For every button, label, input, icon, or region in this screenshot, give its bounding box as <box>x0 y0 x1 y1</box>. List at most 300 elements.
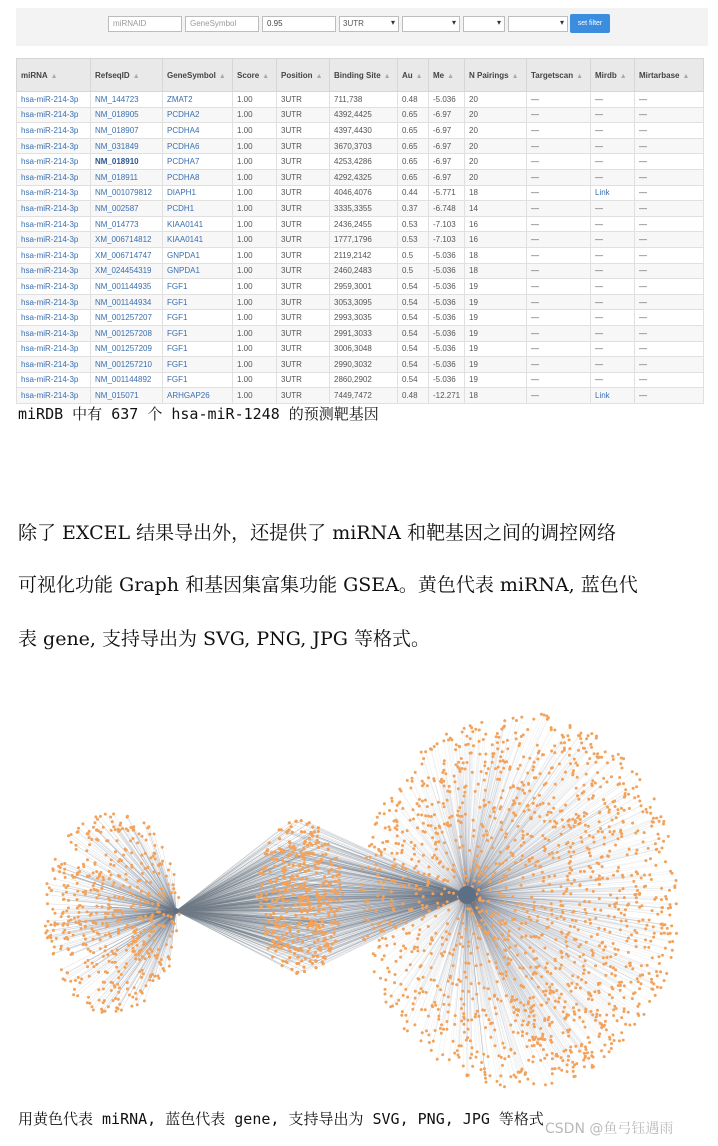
column-header[interactable] <box>163 59 233 92</box>
graph-node <box>314 951 317 954</box>
graph-node <box>435 832 438 835</box>
table-row <box>17 263 704 279</box>
graph-node <box>316 890 319 893</box>
graph-node <box>606 956 609 959</box>
graph-node <box>335 857 338 860</box>
table-cell[interactable]: FGF1 <box>163 310 233 326</box>
table-cell: — <box>635 388 704 404</box>
table-cell: 3UTR <box>277 310 330 326</box>
graph-node <box>375 854 378 857</box>
graph-node <box>330 921 333 924</box>
graph-node <box>125 878 128 881</box>
graph-node <box>111 981 114 984</box>
mirna-id-input[interactable]: miRNAID <box>108 16 182 32</box>
graph-node <box>124 848 127 851</box>
graph-node <box>141 854 144 857</box>
graph-node <box>170 946 173 949</box>
graph-node <box>173 873 176 876</box>
graph-node <box>522 834 525 837</box>
score-input[interactable]: 0.95 <box>262 16 336 32</box>
table-cell: — <box>635 279 704 295</box>
graph-node <box>113 881 116 884</box>
table-cell[interactable]: NM_001257208 <box>91 325 163 341</box>
chevron-down-icon: ▾ <box>496 18 501 27</box>
table-row <box>17 294 704 310</box>
table-cell[interactable]: NM_001144892 <box>91 372 163 388</box>
graph-node <box>414 990 417 993</box>
graph-node <box>506 739 509 742</box>
table-cell[interactable]: Link <box>591 185 635 201</box>
graph-node <box>466 1019 469 1022</box>
graph-node <box>281 933 284 936</box>
table-cell[interactable]: FGF1 <box>163 357 233 373</box>
column-header[interactable] <box>429 59 465 92</box>
filter-select-4[interactable] <box>508 16 568 32</box>
graph-node <box>120 973 123 976</box>
graph-node <box>609 893 612 896</box>
table-cell: 0.37 <box>398 201 429 217</box>
graph-node <box>477 888 480 891</box>
graph-node <box>287 863 290 866</box>
graph-node <box>496 1080 499 1083</box>
table-cell[interactable]: GNPDA1 <box>163 247 233 263</box>
graph-node <box>563 741 566 744</box>
graph-node <box>132 936 135 939</box>
graph-node <box>296 937 299 940</box>
graph-node <box>540 713 543 716</box>
graph-node <box>603 1044 606 1047</box>
filter-select-2[interactable] <box>402 16 460 32</box>
graph-node <box>489 1074 492 1077</box>
chevron-down-icon: ▾ <box>390 18 395 27</box>
graph-node <box>258 872 261 875</box>
table-cell[interactable]: hsa-miR-214-3p <box>17 294 91 310</box>
graph-node <box>466 761 469 764</box>
column-header[interactable] <box>591 59 635 92</box>
graph-node <box>480 1061 483 1064</box>
graph-node <box>604 1020 607 1023</box>
table-cell: — <box>591 123 635 139</box>
graph-node <box>324 957 327 960</box>
graph-node <box>415 892 418 895</box>
table-cell[interactable]: NM_144723 <box>91 92 163 108</box>
graph-node <box>109 935 112 938</box>
graph-node <box>653 932 656 935</box>
graph-node <box>81 906 84 909</box>
graph-node <box>585 1048 588 1051</box>
table-cell[interactable]: hsa-miR-214-3p <box>17 201 91 217</box>
graph-node <box>148 955 151 958</box>
graph-node <box>322 908 325 911</box>
column-header[interactable] <box>17 59 91 92</box>
table-cell: 2460,2483 <box>330 263 398 279</box>
table-cell[interactable]: hsa-miR-214-3p <box>17 185 91 201</box>
table-cell[interactable]: PCDHA2 <box>163 107 233 123</box>
graph-node <box>136 886 139 889</box>
column-header[interactable] <box>398 59 429 92</box>
table-cell: — <box>635 92 704 108</box>
graph-node <box>144 915 147 918</box>
table-cell: 1.00 <box>233 388 277 404</box>
graph-node <box>134 953 137 956</box>
table-cell[interactable]: PCDHA8 <box>163 169 233 185</box>
table-cell[interactable]: PCDH1 <box>163 201 233 217</box>
graph-node <box>606 877 609 880</box>
graph-node <box>590 732 593 735</box>
table-cell[interactable]: ARHGAP26 <box>163 388 233 404</box>
table-cell: 3UTR <box>277 185 330 201</box>
sort-icon[interactable]: ▲ <box>315 72 323 80</box>
graph-node <box>338 866 341 869</box>
graph-node <box>100 871 103 874</box>
graph-node <box>117 998 120 1001</box>
graph-node <box>461 945 464 948</box>
table-cell[interactable]: NM_001144935 <box>91 279 163 295</box>
graph-node <box>333 910 336 913</box>
column-header[interactable] <box>465 59 527 92</box>
graph-node <box>168 965 171 968</box>
table-cell[interactable]: PCDHA4 <box>163 123 233 139</box>
graph-node <box>580 978 583 981</box>
table-cell: 1.00 <box>233 201 277 217</box>
table-cell[interactable]: NM_001257207 <box>91 310 163 326</box>
graph-node <box>91 1005 94 1008</box>
table-cell[interactable]: XM_006714747 <box>91 247 163 263</box>
column-header[interactable] <box>330 59 398 92</box>
table-cell: 0.65 <box>398 138 429 154</box>
graph-node <box>144 852 147 855</box>
table-cell[interactable]: FGF1 <box>163 279 233 295</box>
graph-node <box>327 870 330 873</box>
graph-node <box>570 982 573 985</box>
table-cell[interactable]: hsa-miR-214-3p <box>17 310 91 326</box>
table-cell[interactable]: FGF1 <box>163 341 233 357</box>
graph-node <box>149 930 152 933</box>
table-cell: 0.54 <box>398 372 429 388</box>
graph-node <box>281 858 284 861</box>
graph-node <box>262 898 265 901</box>
graph-node <box>275 936 278 939</box>
graph-node <box>72 934 75 937</box>
table-cell[interactable]: hsa-miR-214-3p <box>17 341 91 357</box>
graph-node <box>75 848 78 851</box>
graph-node <box>125 962 128 965</box>
table-cell[interactable]: FGF1 <box>163 372 233 388</box>
table-cell[interactable]: NM_001257210 <box>91 357 163 373</box>
graph-node <box>87 948 90 951</box>
table-cell: 0.54 <box>398 310 429 326</box>
graph-node <box>48 886 51 889</box>
graph-node <box>291 889 294 892</box>
region-select[interactable] <box>339 16 399 32</box>
column-header[interactable] <box>277 59 330 92</box>
sort-icon[interactable]: ▲ <box>132 72 140 80</box>
graph-node <box>317 910 320 913</box>
table-cell[interactable]: XM_024454319 <box>91 263 163 279</box>
table-cell[interactable]: hsa-miR-214-3p <box>17 279 91 295</box>
table-cell[interactable]: hsa-miR-214-3p <box>17 154 91 170</box>
sort-icon[interactable]: ▲ <box>619 72 627 80</box>
sort-icon[interactable]: ▲ <box>576 72 584 80</box>
graph-node <box>528 757 531 760</box>
graph-node <box>526 1045 529 1048</box>
graph-node <box>271 899 274 902</box>
graph-node <box>623 809 626 812</box>
sort-icon[interactable]: ▲ <box>218 72 226 80</box>
table-cell[interactable]: hsa-miR-214-3p <box>17 263 91 279</box>
sort-icon[interactable]: ▲ <box>50 72 58 80</box>
graph-node <box>439 1027 442 1030</box>
table-header-row <box>17 59 704 92</box>
sort-icon[interactable]: ▲ <box>682 72 690 80</box>
graph-node <box>167 869 170 872</box>
graph-node <box>584 908 587 911</box>
graph-node <box>306 910 309 913</box>
graph-node <box>148 934 151 937</box>
graph-node <box>609 955 612 958</box>
graph-node <box>477 845 480 848</box>
graph-node <box>111 961 114 964</box>
table-cell[interactable]: NM_018910 <box>91 154 163 170</box>
graph-node <box>155 957 158 960</box>
graph-node <box>108 877 111 880</box>
graph-node <box>76 994 79 997</box>
table-cell: — <box>527 279 591 295</box>
table-cell[interactable]: FGF1 <box>163 325 233 341</box>
table-cell[interactable]: hsa-miR-214-3p <box>17 372 91 388</box>
table-cell[interactable]: NM_018907 <box>91 123 163 139</box>
table-cell[interactable]: NM_015071 <box>91 388 163 404</box>
graph-node <box>67 915 70 918</box>
graph-node <box>485 1081 488 1084</box>
graph-node <box>420 751 423 754</box>
table-cell[interactable]: hsa-miR-214-3p <box>17 388 91 404</box>
graph-node <box>288 881 291 884</box>
table-cell: 3UTR <box>277 92 330 108</box>
table-cell[interactable]: hsa-miR-214-3p <box>17 138 91 154</box>
table-cell: 1.00 <box>233 123 277 139</box>
table-cell: 19 <box>465 357 527 373</box>
table-cell: -6.97 <box>429 138 465 154</box>
table-cell: 19 <box>465 294 527 310</box>
graph-node <box>143 929 146 932</box>
table-cell[interactable]: NM_018905 <box>91 107 163 123</box>
table-cell[interactable]: NM_014773 <box>91 216 163 232</box>
table-cell: 1.00 <box>233 247 277 263</box>
graph-node <box>405 969 408 972</box>
graph-node <box>284 869 287 872</box>
table-cell[interactable]: hsa-miR-214-3p <box>17 247 91 263</box>
graph-node <box>307 889 310 892</box>
table-cell[interactable]: hsa-miR-214-3p <box>17 92 91 108</box>
sort-icon[interactable]: ▲ <box>415 72 423 80</box>
graph-node <box>542 889 545 892</box>
sort-icon[interactable]: ▲ <box>447 72 455 80</box>
graph-node <box>480 963 483 966</box>
table-cell[interactable]: NM_001144934 <box>91 294 163 310</box>
table-cell: — <box>527 92 591 108</box>
graph-node <box>109 816 112 819</box>
graph-node <box>117 928 120 931</box>
table-cell: — <box>527 325 591 341</box>
table-cell[interactable]: XM_006714812 <box>91 232 163 248</box>
table-cell: — <box>527 357 591 373</box>
column-header[interactable] <box>527 59 591 92</box>
graph-node <box>307 935 310 938</box>
table-row <box>17 169 704 185</box>
graph-node <box>111 884 114 887</box>
graph-node <box>551 890 554 893</box>
table-cell: — <box>635 169 704 185</box>
sort-icon[interactable]: ▲ <box>511 72 519 80</box>
column-header[interactable] <box>233 59 277 92</box>
table-cell[interactable]: PCDHA7 <box>163 154 233 170</box>
set-filter-button[interactable]: set filter <box>570 14 610 33</box>
graph-node <box>104 945 107 948</box>
graph-node <box>141 955 144 958</box>
graph-node <box>532 950 535 953</box>
graph-node <box>582 790 585 793</box>
graph-node <box>445 733 448 736</box>
graph-node <box>113 895 116 898</box>
graph-node <box>126 815 129 818</box>
graph-node <box>452 1040 455 1043</box>
table-cell: 19 <box>465 279 527 295</box>
graph-node <box>62 893 65 896</box>
graph-node <box>102 826 105 829</box>
graph-node <box>67 906 70 909</box>
gene-symbol-input[interactable]: GeneSymbol <box>185 16 259 32</box>
table-cell[interactable]: KIAA0141 <box>163 232 233 248</box>
graph-node <box>333 888 336 891</box>
column-header-label: Targetscan <box>531 70 574 80</box>
column-header-label: Mirdb <box>595 70 617 80</box>
graph-node <box>304 870 307 873</box>
table-cell[interactable]: KIAA0141 <box>163 216 233 232</box>
graph-node <box>273 945 276 948</box>
graph-node <box>455 944 458 947</box>
graph-node <box>660 927 663 930</box>
table-cell: — <box>527 341 591 357</box>
column-header[interactable] <box>91 59 163 92</box>
sort-icon[interactable]: ▲ <box>383 72 391 80</box>
graph-node <box>433 813 436 816</box>
sort-icon[interactable]: ▲ <box>262 72 270 80</box>
graph-node <box>584 1046 587 1049</box>
graph-node <box>594 761 597 764</box>
graph-node <box>314 867 317 870</box>
table-cell: — <box>527 372 591 388</box>
graph-node <box>598 878 601 881</box>
table-cell[interactable]: NM_018911 <box>91 169 163 185</box>
graph-node <box>473 879 476 882</box>
table-cell: — <box>591 247 635 263</box>
graph-node <box>117 918 120 921</box>
table-cell[interactable]: DIAPH1 <box>163 185 233 201</box>
graph-node <box>267 947 270 950</box>
graph-node <box>317 947 320 950</box>
graph-node <box>563 1006 566 1009</box>
graph-node <box>538 936 541 939</box>
graph-node <box>290 825 293 828</box>
graph-node <box>598 883 601 886</box>
graph-node <box>92 938 95 941</box>
column-header[interactable] <box>635 59 704 92</box>
table-cell[interactable]: hsa-miR-214-3p <box>17 123 91 139</box>
graph-node <box>422 976 425 979</box>
graph-node <box>414 887 417 890</box>
graph-node <box>107 903 110 906</box>
graph-node <box>517 825 520 828</box>
graph-node <box>378 945 381 948</box>
graph-node <box>579 870 582 873</box>
graph-node <box>92 965 95 968</box>
graph-node <box>457 810 460 813</box>
graph-node <box>317 846 320 849</box>
graph-node <box>512 799 515 802</box>
table-cell: 19 <box>465 341 527 357</box>
graph-node <box>114 828 117 831</box>
graph-node <box>430 978 433 981</box>
graph-node <box>369 856 372 859</box>
graph-node <box>112 813 115 816</box>
table-cell[interactable]: NM_031849 <box>91 138 163 154</box>
table-cell[interactable]: NM_001079812 <box>91 185 163 201</box>
graph-node <box>105 925 108 928</box>
graph-node <box>575 938 578 941</box>
table-cell: — <box>591 341 635 357</box>
table-cell: 3UTR <box>277 247 330 263</box>
graph-node <box>527 1059 530 1062</box>
table-cell[interactable]: ZMAT2 <box>163 92 233 108</box>
table-cell[interactable]: GNPDA1 <box>163 263 233 279</box>
graph-node <box>613 1039 616 1042</box>
graph-node <box>633 929 636 932</box>
graph-node <box>579 818 582 821</box>
table-cell[interactable]: hsa-miR-214-3p <box>17 216 91 232</box>
table-cell[interactable]: Link <box>591 388 635 404</box>
table-cell[interactable]: NM_002587 <box>91 201 163 217</box>
graph-node <box>264 932 267 935</box>
table-cell: -12.271 <box>429 388 465 404</box>
table-cell[interactable]: PCDHA6 <box>163 138 233 154</box>
graph-node <box>139 904 142 907</box>
table-cell[interactable]: hsa-miR-214-3p <box>17 232 91 248</box>
graph-node <box>496 747 499 750</box>
table-cell: 0.5 <box>398 247 429 263</box>
graph-node <box>67 834 70 837</box>
filter-select-3[interactable] <box>463 16 505 32</box>
table-cell: -6.97 <box>429 123 465 139</box>
graph-node <box>648 919 651 922</box>
table-cell[interactable]: hsa-miR-214-3p <box>17 107 91 123</box>
table-cell[interactable]: hsa-miR-214-3p <box>17 325 91 341</box>
graph-node <box>79 923 82 926</box>
table-cell: — <box>635 357 704 373</box>
table-row <box>17 232 704 248</box>
table-cell[interactable]: hsa-miR-214-3p <box>17 169 91 185</box>
table-cell: — <box>527 138 591 154</box>
region-select-value: 3UTR <box>343 19 364 28</box>
table-cell[interactable]: hsa-miR-214-3p <box>17 357 91 373</box>
graph-node <box>316 939 319 942</box>
graph-node <box>90 838 93 841</box>
table-cell[interactable]: FGF1 <box>163 294 233 310</box>
graph-node <box>46 882 49 885</box>
graph-node <box>102 878 105 881</box>
graph-node <box>78 911 81 914</box>
table-cell[interactable]: NM_001257209 <box>91 341 163 357</box>
